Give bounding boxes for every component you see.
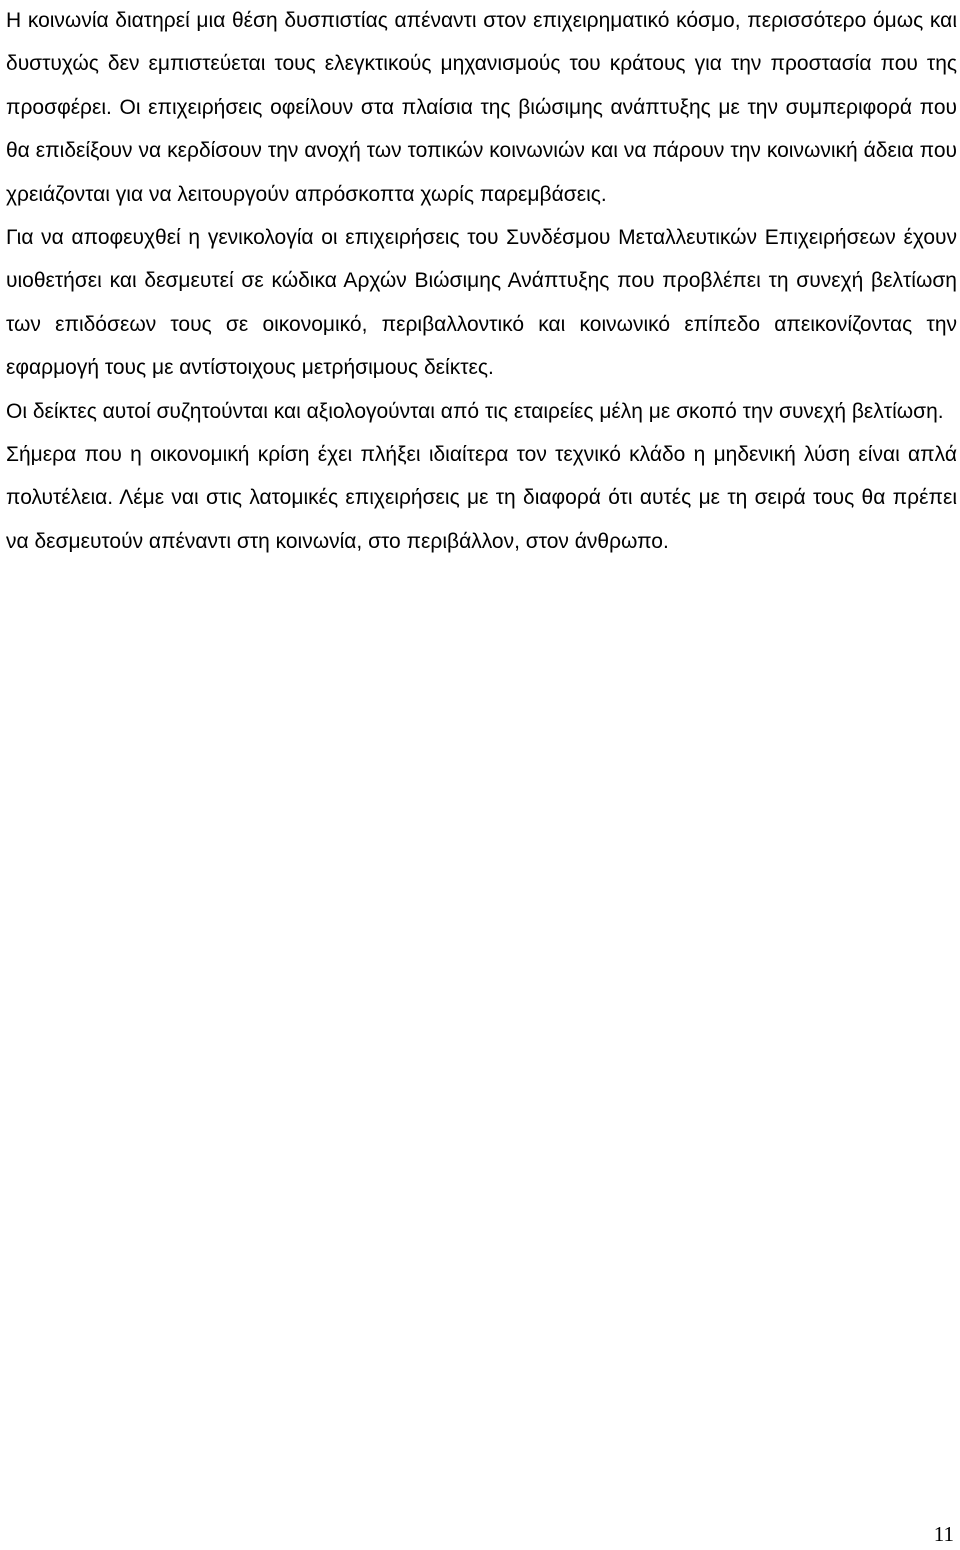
paragraph-3: Οι δείκτες αυτοί συζητούνται και αξιολογούνται από τις εταιρείες μέλη με σκοπό την συνεχή βελτίωση. <box>6 399 944 423</box>
paragraph-1: Η κοινωνία διατηρεί μια θέση δυσπιστίας απέναντι στον επιχειρηματικό κόσμο, περισσότερο όμως και δυστυχώς δεν εμπιστεύεται τους ελεγκτικούς μηχανισμούς του κράτους για την προστασία που της προσφέρει. Οι επιχειρήσεις οφείλουν στα πλαίσια της βιώσιμης ανάπτυξης με την συμπεριφορά που θα επιδείξουν να κερδίσουν την ανοχή των τοπικών κοινωνιών και να πάρουν την κοινωνική άδεια που χρειάζονται για να λειτουργούν απρόσκοπτα χωρίς παρεμβάσεις. <box>6 9 957 206</box>
paragraph-2: Για να αποφευχθεί η γενικολογία οι επιχειρήσεις του Συνδέσμου Μεταλλευτικών Επιχειρήσεων έχουν υιοθετήσει και δεσμευτεί σε κώδικα Αρχών Βιώσιμης Ανάπτυξης που προβλέπει τη συνεχή βελτίωση των επιδόσεων τους σε οικονομικό, περιβαλλοντικό και κοινωνικό επίπεδο απεικονίζοντας την εφαρμογή τους με αντίστοιχους μετρήσιμους δείκτες. <box>6 226 957 380</box>
paragraph-4: Σήμερα που η οικονομική κρίση έχει πλήξει ιδιαίτερα τον τεχνικό κλάδο η μηδενική λύση είναι απλά πολυτέλεια. Λέμε ναι στις λατομικές επιχειρήσεις με τη διαφορά ότι αυτές με τη σειρά τους θα πρέπει να δεσμευτούν απέναντι στη κοινωνία, στο περιβάλλον, στον άνθρωπο. <box>6 443 957 553</box>
body-text <box>6 0 957 563</box>
page-number: 11 <box>933 1522 954 1546</box>
